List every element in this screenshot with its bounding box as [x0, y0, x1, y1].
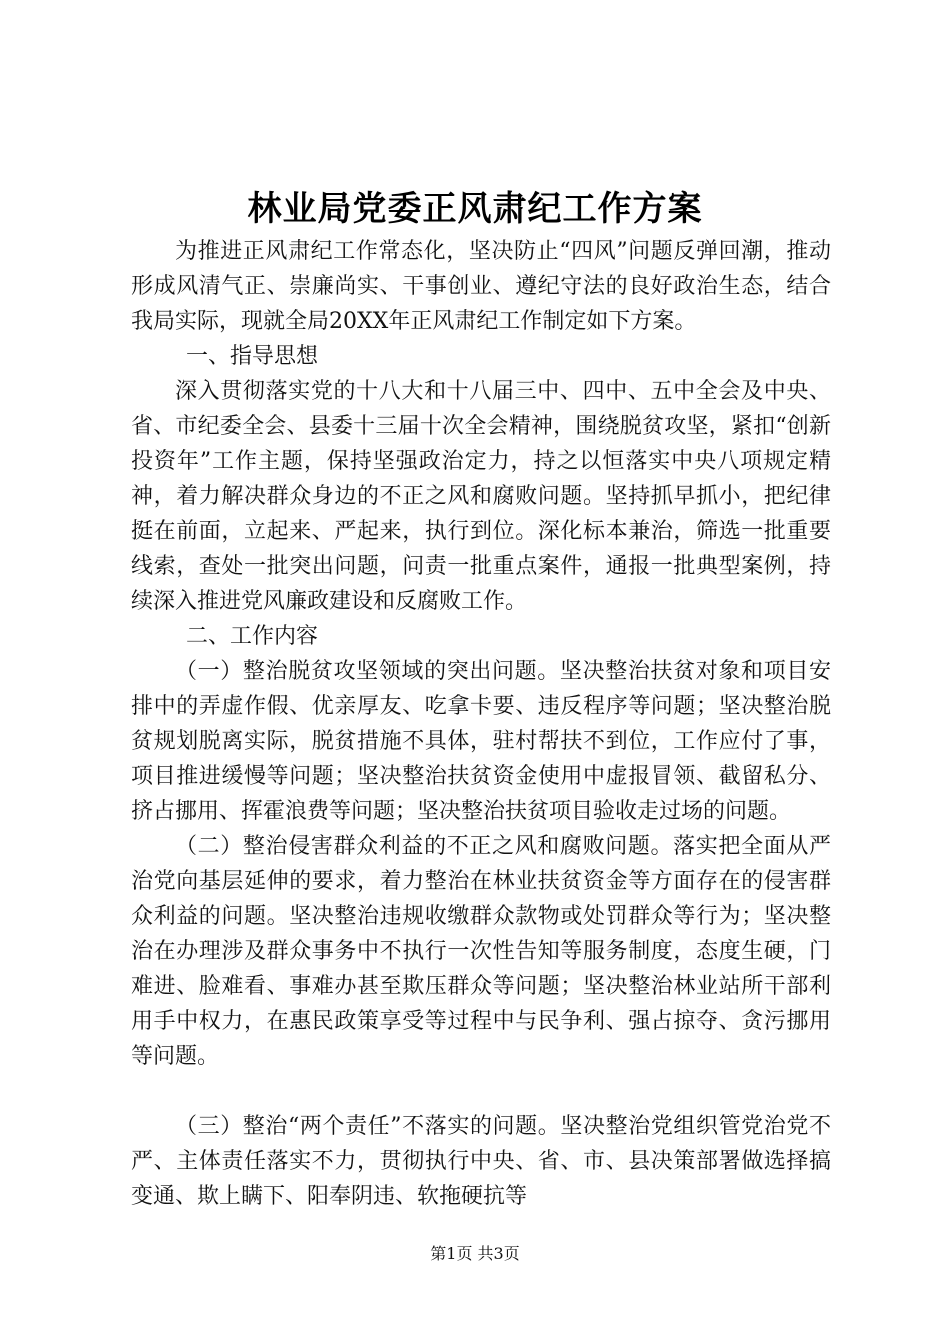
section-heading-guiding-thought: 一、指导思想: [186, 344, 319, 369]
intro-paragraph: 为推进正风肃纪工作常态化，坚决防止“四风”问题反弹回潮，推动形成风清气正、崇廉尚实、干事创业、遵纪守法的良好政治生态，结合我局实际，现就全局20XX年正风肃纪工作制定如下方案。: [131, 239, 831, 334]
paragraph-spacer: [131, 1074, 831, 1109]
work-item-1-paragraph: （一）整治脱贫攻坚领域的突出问题。坚决整治扶贫对象和项目安排中的弄虚作假、优亲厚友、吃拿卡要、违反程序等问题；坚决整治脱贫规划脱离实际，脱贫措施不具体，驻村帮扶不到位，工作应付了事，项目推进缓慢等问题；坚决整治扶贫资金使用中虚报冒领、截留私分、挤占挪用、挥霍浪费等问题；坚决整治扶贫项目验收走过场的问题。: [131, 659, 831, 824]
page-number-footer: 第1页 共3页: [430, 1244, 520, 1263]
section-heading-work-content: 二、工作内容: [186, 624, 319, 649]
document-body: [131, 234, 831, 1214]
document-title: 林业局党委正风肃纪工作方案: [247, 189, 703, 229]
guiding-thought-paragraph: 深入贯彻落实党的十八大和十八届三中、四中、五中全会及中央、省、市纪委全会、县委十三届十次全会精神，围绕脱贫攻坚，紧扣“创新投资年”工作主题，保持坚强政治定力，持之以恒落实中央八项规定精神，着力解决群众身边的不正之风和腐败问题。坚持抓早抓小，把纪律挺在前面，立起来、严起来，执行到位。深化标本兼治，筛选一批重要线索，查处一批突出问题，问责一批重点案件，通报一批典型案例，持续深入推进党风廉政建设和反腐败工作。: [131, 379, 831, 614]
work-item-3-paragraph: （三）整治“两个责任”不落实的问题。坚决整治党组织管党治党不严、主体责任落实不力，贯彻执行中央、省、市、县决策部署做选择搞变通、欺上瞒下、阳奉阴违、软拖硬抗等: [131, 1114, 831, 1209]
work-item-2-paragraph: （二）整治侵害群众利益的不正之风和腐败问题。落实把全面从严治党向基层延伸的要求，着力整治在林业扶贫资金等方面存在的侵害群众利益的问题。坚决整治违规收缴群众款物或处罚群众等行为；坚决整治在办理涉及群众事务中不执行一次性告知等服务制度，态度生硬，门难进、脸难看、事难办甚至欺压群众等问题；坚决整治林业站所干部利用手中权力，在惠民政策享受等过程中与民争利、强占掠夺、贪污挪用等问题。: [131, 834, 831, 1069]
